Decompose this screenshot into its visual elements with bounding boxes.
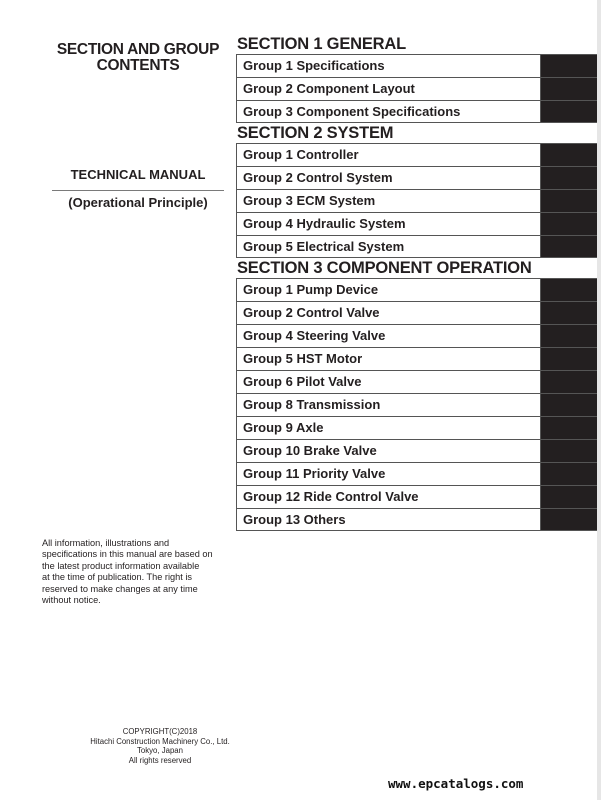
group-row[interactable] bbox=[236, 100, 597, 123]
copyright-line: All rights reserved bbox=[128, 755, 192, 765]
group-row[interactable] bbox=[236, 166, 597, 189]
group-tab bbox=[541, 371, 597, 393]
sections-list bbox=[236, 34, 597, 531]
group-label[interactable]: Group 1 Controller bbox=[236, 144, 541, 166]
group-row[interactable] bbox=[236, 301, 597, 324]
group-label[interactable]: Group 12 Ride Control Valve bbox=[236, 486, 541, 508]
group-label[interactable]: Group 5 HST Motor bbox=[236, 348, 541, 370]
group-label[interactable]: Group 2 Control Valve bbox=[236, 302, 541, 324]
group-row[interactable] bbox=[236, 143, 597, 166]
group-row[interactable] bbox=[236, 77, 597, 100]
group-tab bbox=[541, 167, 597, 189]
group-label[interactable]: Group 5 Electrical System bbox=[236, 236, 541, 257]
section-title: SECTION 1 GENERAL bbox=[237, 35, 406, 53]
group-label[interactable]: Group 2 Control System bbox=[236, 167, 541, 189]
copyright-line: Hitachi Construction Machinery Co., Ltd. bbox=[90, 736, 230, 746]
group-tab bbox=[541, 144, 597, 166]
disclaimer-line: at the time of publication. The right is bbox=[42, 572, 192, 583]
section-title: SECTION 2 SYSTEM bbox=[237, 124, 394, 142]
group-label[interactable]: Group 3 Component Specifications bbox=[236, 101, 541, 122]
group-tab bbox=[541, 394, 597, 416]
group-row[interactable] bbox=[236, 54, 597, 77]
group-tab bbox=[541, 486, 597, 508]
disclaimer-line: All information, illustrations and bbox=[42, 538, 170, 548]
group-row[interactable] bbox=[236, 485, 597, 508]
group-row[interactable] bbox=[236, 462, 597, 485]
group-row[interactable] bbox=[236, 508, 597, 531]
group-tab bbox=[541, 279, 597, 301]
group-row[interactable] bbox=[236, 212, 597, 235]
group-label[interactable]: Group 6 Pilot Valve bbox=[236, 371, 541, 393]
copyright-line: Tokyo, Japan bbox=[137, 746, 183, 756]
contents-heading bbox=[40, 42, 236, 74]
disclaimer-line: the latest product information available bbox=[42, 560, 200, 571]
copyright-line: COPYRIGHT(C)2018 bbox=[122, 727, 198, 736]
group-label[interactable]: Group 1 Specifications bbox=[236, 55, 541, 77]
group-tab bbox=[541, 101, 597, 122]
group-tab bbox=[541, 325, 597, 347]
group-row[interactable] bbox=[236, 416, 597, 439]
scrollbar[interactable] bbox=[597, 0, 601, 800]
group-label[interactable]: Group 2 Component Layout bbox=[236, 78, 541, 100]
group-label[interactable]: Group 13 Others bbox=[236, 509, 541, 530]
group-label[interactable]: Group 10 Brake Valve bbox=[236, 440, 541, 462]
disclaimer bbox=[42, 538, 242, 606]
manual-type: TECHNICAL MANUAL bbox=[52, 167, 224, 191]
group-row[interactable] bbox=[236, 189, 597, 212]
group-tab bbox=[541, 509, 597, 530]
contents-heading-line2: CONTENTS bbox=[96, 57, 180, 74]
copyright bbox=[60, 727, 260, 765]
section-title: SECTION 3 COMPONENT OPERATION bbox=[237, 259, 532, 277]
group-tab bbox=[541, 440, 597, 462]
group-label[interactable]: Group 1 Pump Device bbox=[236, 279, 541, 301]
disclaimer-line: without notice. bbox=[42, 595, 101, 606]
group-tab bbox=[541, 78, 597, 100]
group-row[interactable] bbox=[236, 347, 597, 370]
group-tab bbox=[541, 236, 597, 257]
group-tab bbox=[541, 213, 597, 235]
group-label[interactable]: Group 4 Hydraulic System bbox=[236, 213, 541, 235]
group-tab bbox=[541, 348, 597, 370]
group-label[interactable]: Group 3 ECM System bbox=[236, 190, 541, 212]
disclaimer-line: specifications in this manual are based on bbox=[42, 549, 213, 560]
manual-subtitle: (Operational Principle) bbox=[68, 195, 208, 210]
contents-heading-line1: SECTION AND GROUP bbox=[56, 41, 220, 58]
disclaimer-line: reserved to make changes at any time bbox=[42, 583, 198, 594]
group-tab bbox=[541, 302, 597, 324]
group-label[interactable]: Group 8 Transmission bbox=[236, 394, 541, 416]
group-row[interactable] bbox=[236, 235, 597, 258]
group-label[interactable]: Group 4 Steering Valve bbox=[236, 325, 541, 347]
group-row[interactable] bbox=[236, 324, 597, 347]
watermark: www.epcatalogs.com bbox=[388, 776, 524, 791]
group-tab bbox=[541, 417, 597, 439]
group-tab bbox=[541, 463, 597, 485]
group-label[interactable]: Group 9 Axle bbox=[236, 417, 541, 439]
group-row[interactable] bbox=[236, 439, 597, 462]
group-row[interactable] bbox=[236, 278, 597, 301]
group-row[interactable] bbox=[236, 393, 597, 416]
group-row[interactable] bbox=[236, 370, 597, 393]
group-label[interactable]: Group 11 Priority Valve bbox=[236, 463, 541, 485]
group-tab bbox=[541, 190, 597, 212]
group-tab bbox=[541, 55, 597, 77]
